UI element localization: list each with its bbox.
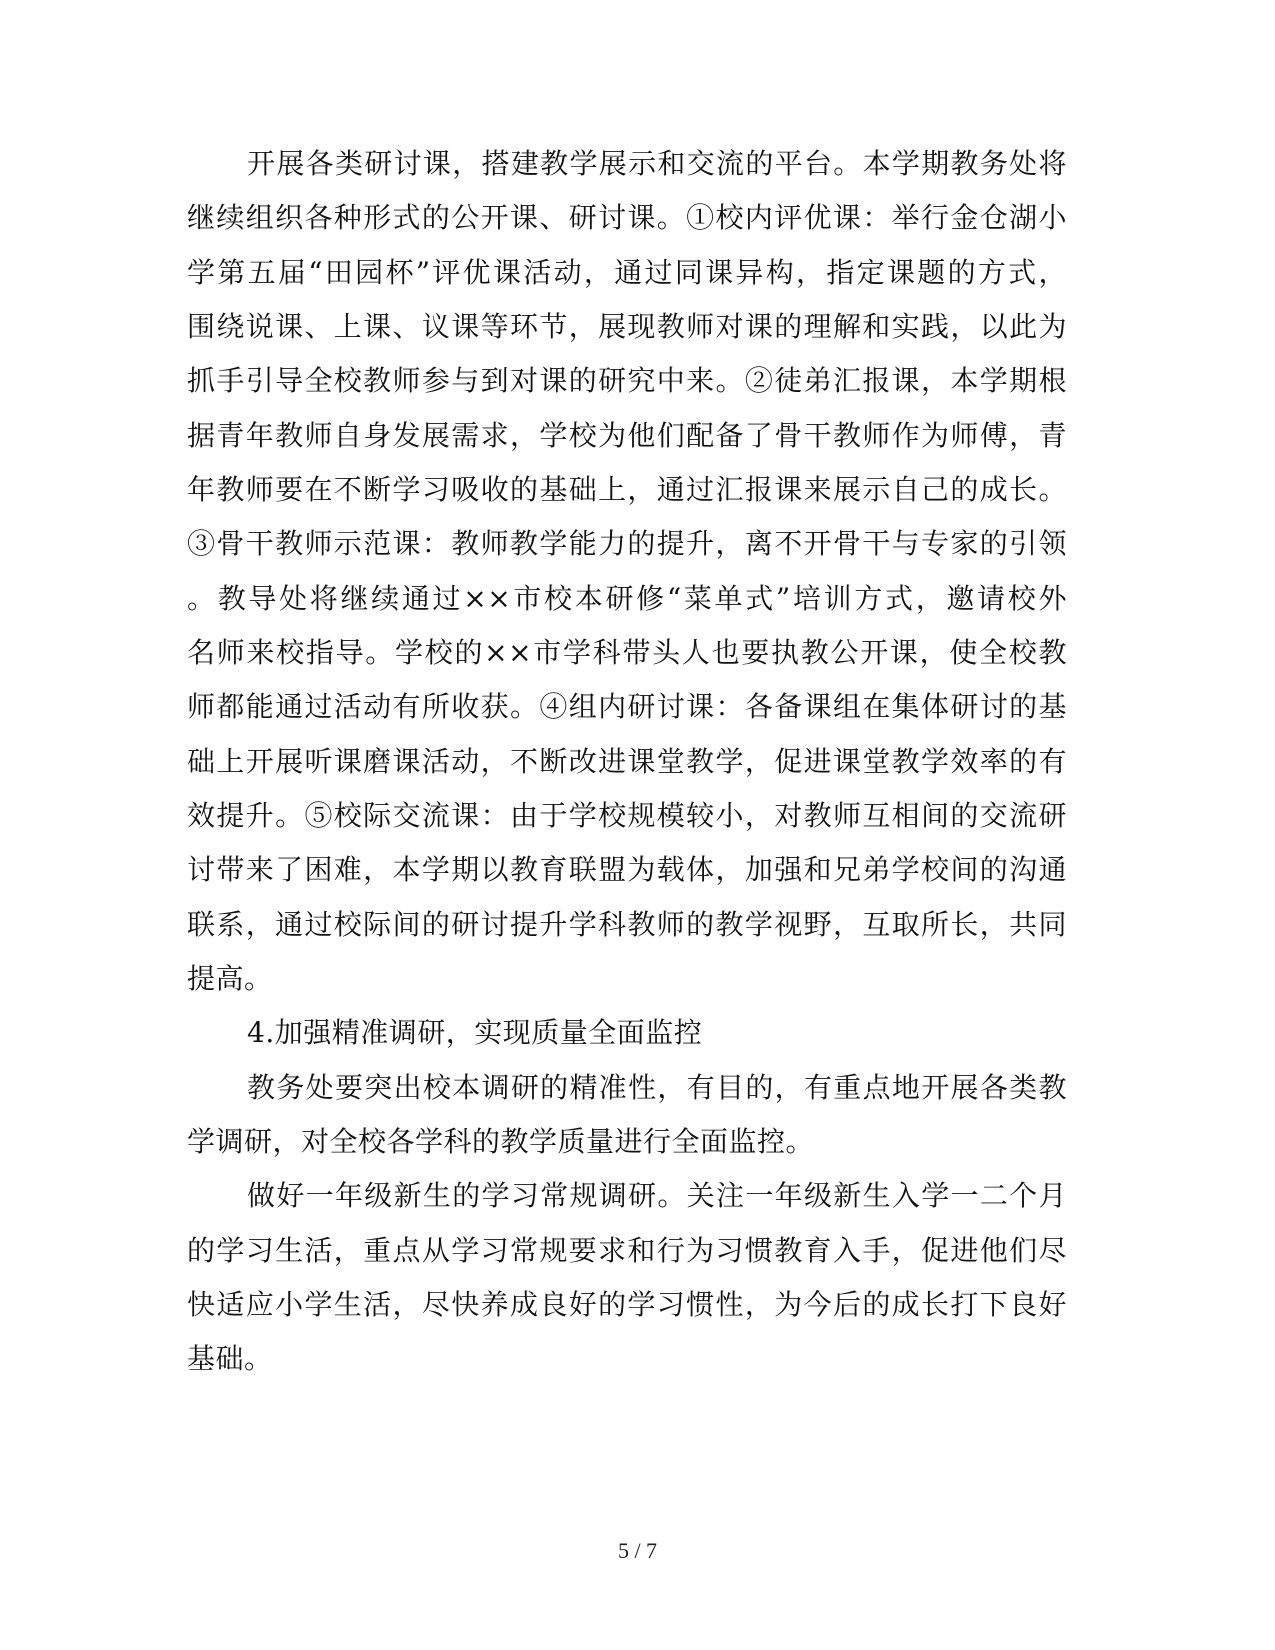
paragraph-line: 。教导处将继续通过××市校本研修“菜单式”培训方式，邀请校外 [187, 582, 1067, 615]
paragraph-line: 做好一年级新生的学习常规调研。关注一年级新生入学一二个月 [247, 1179, 1067, 1212]
paragraph-line: 开展各类研讨课，搭建教学展示和交流的平台。本学期教务处将 [247, 147, 1067, 180]
paragraph-line: 据青年教师自身发展需求，学校为他们配备了骨干教师作为师傅，青 [187, 419, 1067, 452]
paragraph-line: 名师来校指导。学校的××市学科带头人也要执教公开课，使全校教 [187, 636, 1067, 669]
paragraph-line: 联系，通过校际间的研讨提升学科教师的教学视野，互取所长，共同 [187, 908, 1067, 941]
page-number: 5 / 7 [617, 1538, 658, 1563]
paragraph-line: 学第五届“田园杯”评优课活动，通过同课异构，指定课题的方式， [187, 256, 1067, 289]
paragraph-line: 师都能通过活动有所收获。④组内研讨课：各备课组在集体研讨的基 [187, 690, 1067, 723]
paragraph-line: 围绕说课、上课、议课等环节，展现教师对课的理解和实践，以此为 [187, 310, 1067, 343]
paragraph-line: 讨带来了困难，本学期以教育联盟为载体，加强和兄弟学校间的沟通 [187, 853, 1067, 886]
section-heading: 4.加强精准调研，实现质量全面监控 [247, 1016, 703, 1049]
paragraph-line: 基础。 [187, 1342, 273, 1375]
paragraph-line: 效提升。⑤校际交流课：由于学校规模较小，对教师互相间的交流研 [187, 799, 1067, 832]
paragraph-line: 抓手引导全校教师参与到对课的研究中来。②徒弟汇报课，本学期根 [187, 364, 1067, 397]
paragraph-line: 提高。 [187, 962, 273, 995]
paragraph-line: 年教师要在不断学习吸收的基础上，通过汇报课来展示自己的成长。 [187, 473, 1067, 506]
paragraph-line: 础上开展听课磨课活动，不断改进课堂教学，促进课堂教学效率的有 [187, 745, 1067, 778]
paragraph-line: ③骨干教师示范课：教师教学能力的提升，离不开骨干与专家的引领 [187, 527, 1067, 560]
paragraph-line: 继续组织各种形式的公开课、研讨课。①校内评优课：举行金仓湖小 [187, 201, 1067, 234]
paragraph-line: 学调研，对全校各学科的教学质量进行全面监控。 [187, 1125, 815, 1158]
paragraph-line: 快适应小学生活，尽快养成良好的学习惯性，为今后的成长打下良好 [187, 1288, 1067, 1321]
paragraph-line: 教务处要突出校本调研的精准性，有目的，有重点地开展各类教 [247, 1071, 1067, 1104]
paragraph-line: 的学习生活，重点从学习常规要求和行为习惯教育入手，促进他们尽 [187, 1234, 1067, 1267]
